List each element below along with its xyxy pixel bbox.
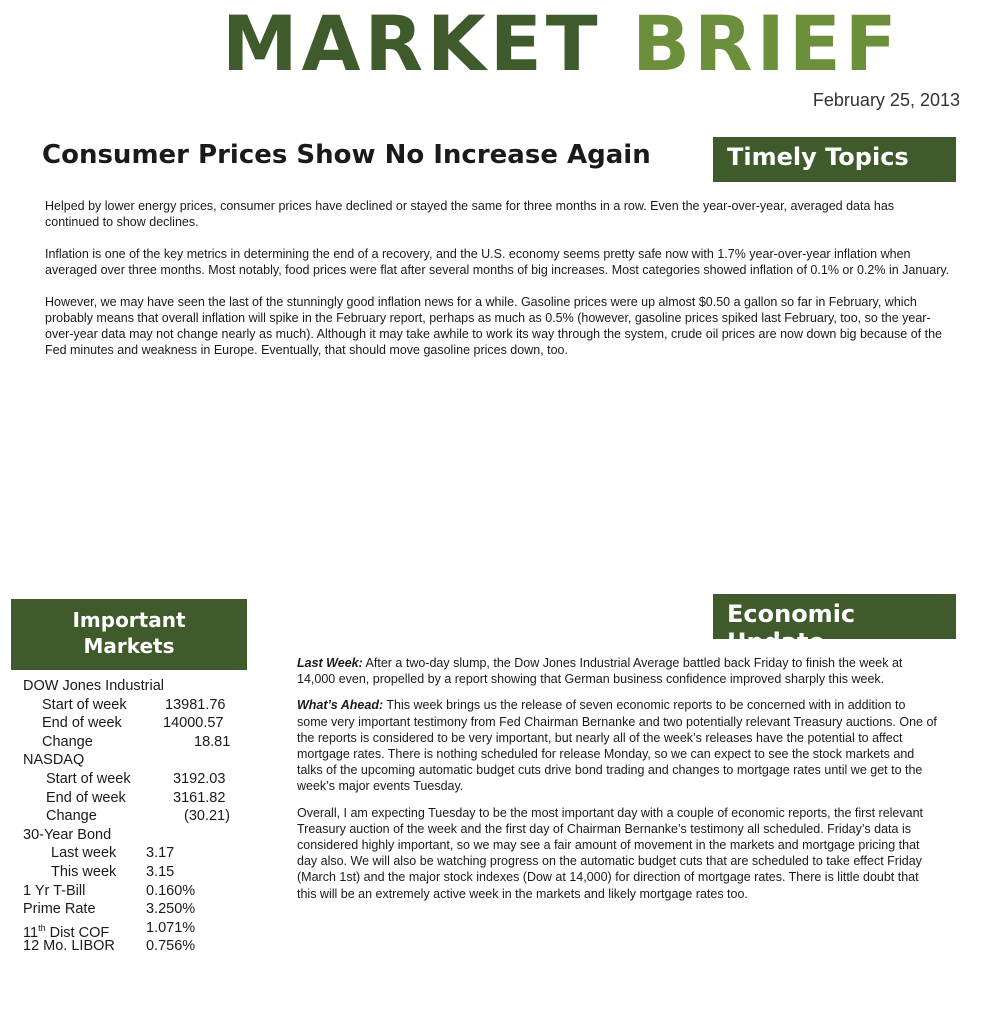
market-row <box>23 770 253 789</box>
row-value: 3161.82 <box>173 789 226 806</box>
economic-update-article <box>297 655 937 912</box>
row-label: Change <box>46 808 97 825</box>
row-label: End of week <box>46 789 126 806</box>
row-value: 3.17 <box>146 845 175 862</box>
masthead-word-market: MARKET <box>222 0 602 88</box>
banner-line: Important <box>72 608 186 632</box>
row-label: End of week <box>42 715 122 732</box>
nasdaq-title: NASDAQ <box>23 752 85 769</box>
row-value: 0.756% <box>146 938 196 955</box>
row-label: This week <box>51 863 117 880</box>
intro-paragraph: However, we may have seen the last of the stunningly good inflation news for a while. Gasoline prices were up almost $0.50 a gallon so far in February, which probably means that overall inflation will spike in the February report, perhaps as much as 0.5% (however, gasoline prices spiked last February, too, so the year-over-year data may not change nearly as much). Although it may take awhile to work its way through the system, crude oil prices are now down big because of the Fed minutes and weakness in Europe. Eventually, that should move gasoline prices down, too. <box>45 295 942 357</box>
paragraph-body: This week brings us the release of seven economic reports to be concerned with in addition to some very important testimony from Fed Chairman Bernanke and two potentially relevant Treasury auctions. One of the reports is considered to be very important, but nearly all of the week’s releases have the potential to affect mortgage rates. There is nothing scheduled for release Monday, so we can expect to see the stock markets and talks of the upcoming automatic budget cuts drive bond trading and changes to mortgage rates until we get to the week’s major events Tuesday. <box>297 698 937 794</box>
market-row <box>23 696 253 715</box>
article-headline: Consumer Prices Show No Increase Again <box>42 140 651 170</box>
intro-paragraph: Helped by lower energy prices, consumer prices have declined or stayed the same for three months in a row. Even the year-over-year, averaged data has continued to show declines. <box>45 199 895 229</box>
row-value: 1.071% <box>146 919 196 936</box>
economic-update-banner: Economic Update <box>713 594 956 639</box>
banner-line: Markets <box>83 634 175 658</box>
row-label: Last week <box>51 845 117 862</box>
market-row <box>23 807 253 826</box>
row-value: (30.21) <box>184 808 230 825</box>
masthead-title <box>222 0 901 88</box>
market-group-title <box>23 751 253 770</box>
row-value: 0.160% <box>146 882 196 899</box>
econ-paragraph: Overall, I am expecting Tuesday to be the most important day with a couple of economic reports, the first relevant Treasury auction of the week and the first day of Chairman Bernanke’s testimony all scheduled. Friday’s data is considered highly important, so we may see a fair amount of movement in the markets and mortgage pricing that day also. We will also be watching progress on the automatic budget cuts that are scheduled to take effect Friday (March 1st) and the major stock indexes (Dow at 14,000) for direction of mortgage rates. There is little doubt that this will be an extremely active week in the markets and likely mortgage rates too. <box>297 805 924 901</box>
cof-label-text: Dist COF <box>45 924 110 941</box>
cof-label-number: 11 <box>23 924 39 941</box>
bond-title: 30-Year Bond <box>23 826 112 843</box>
market-row <box>23 937 253 956</box>
row-label: Prime Rate <box>23 901 96 918</box>
paragraph-body: After a two-day slump, the Dow Jones Industrial Average battled back Friday to finish the week at 14,000 even, propelled by a report showing that German business confidence improved sharply this week. <box>297 656 903 687</box>
market-row <box>23 844 253 863</box>
important-markets-banner <box>11 599 247 670</box>
dow-title: DOW Jones Industrial <box>23 678 165 694</box>
econ-paragraph <box>297 655 937 687</box>
market-row <box>23 714 253 733</box>
row-label: 1 Yr T-Bill <box>23 882 86 899</box>
cof-label-suffix: th <box>38 922 46 933</box>
markets-table <box>23 677 253 956</box>
row-label: 12 Mo. LIBOR <box>23 938 115 955</box>
intro-article <box>45 198 950 374</box>
intro-paragraph: Inflation is one of the key metrics in determining the end of a recovery, and the U.S. economy seems pretty safe now with 1.7% year-over-year inflation when averaged over three months. Most notably, food prices were flat after several months of big increases. Most categories showed inflation of 0.1% or 0.2% in January. <box>45 247 950 277</box>
issue-date: February 25, 2013 <box>812 90 960 110</box>
row-label: Change <box>42 733 93 750</box>
market-row <box>23 863 253 882</box>
econ-paragraph <box>297 697 937 794</box>
market-row <box>23 733 253 752</box>
market-row <box>23 882 253 901</box>
timely-topics-banner: Timely Topics <box>713 137 956 182</box>
paragraph-lead: What’s Ahead: <box>297 698 384 713</box>
masthead-word-brief: BRIEF <box>632 0 901 88</box>
row-value: 18.81 <box>194 733 231 750</box>
market-row <box>23 919 253 941</box>
paragraph-lead: Last Week: <box>297 656 363 670</box>
row-value: 3192.03 <box>173 770 226 787</box>
row-value: 3.15 <box>146 863 175 880</box>
row-value: 13981.76 <box>165 696 226 713</box>
row-value: 3.250% <box>146 901 196 918</box>
market-group-title <box>23 826 253 845</box>
market-row <box>23 789 253 808</box>
market-group-title <box>23 677 253 696</box>
row-value: 14000.57 <box>163 715 224 732</box>
market-row <box>23 900 253 919</box>
row-label: Start of week <box>46 770 131 787</box>
row-label: Start of week <box>42 696 127 713</box>
